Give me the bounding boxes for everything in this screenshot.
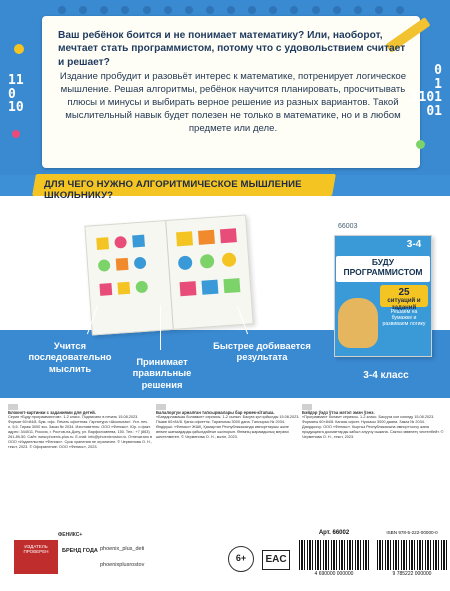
shape-circle xyxy=(114,236,127,249)
shape-square xyxy=(201,280,218,295)
phoenix-logo: ФЕНИКС+ xyxy=(58,532,83,538)
shape-square xyxy=(198,230,215,245)
binding-hole xyxy=(396,6,404,14)
binding-hole xyxy=(143,6,151,14)
binary-digit: 1101 xyxy=(410,90,442,106)
exercise-label: ситуаций и заданий xyxy=(387,298,421,311)
legal-header: Бэйдэр ўэдз ўтэа мэтэл эмэн ўэнэ. xyxy=(302,410,375,415)
age-rating-badge: 6+ xyxy=(228,546,254,572)
eac-mark: EAC xyxy=(262,550,290,570)
legal-column-kz xyxy=(156,404,300,440)
shape-circle xyxy=(178,255,193,270)
cover-title xyxy=(336,256,430,282)
shape-square xyxy=(117,282,130,295)
binding-hole xyxy=(375,6,383,14)
shape-square xyxy=(99,283,112,296)
legal-text: «Программист болам» сериясы. 1-2 класс. Басууга кол коюлду 15.08.2023. Форматы 60×84/8. Кагазы офсет. Нускасы 3000 даана. Заказ № 2034. Даярдоочу: ООО «Феникс». Кыргыз Республикасына импорттоочу жана продукцияга дооматтарды кабыл алуучу ишкана. Сактоо мөөнөтү чектелбейт. © Черменова О. Н., текст, 2023. xyxy=(302,415,444,439)
caption-decide: Принимает правильные решения xyxy=(132,356,192,390)
binding-hole xyxy=(58,6,66,14)
binary-digit: 11 xyxy=(8,73,24,88)
binding-hole xyxy=(354,6,362,14)
intro-description: Издание пробудит и разовьёт интерес к математике, потренирует логическое мышление. Решая алгоритмы, ребёнок научится планировать, просчитывать плюсы и минусы и выбирать верное решение из разных вариантов. Такой мыслительный навык будет полезен не только в математике, но и в любом предмете или деле. xyxy=(59,71,407,134)
binary-decoration-right xyxy=(406,64,442,119)
shape-circle xyxy=(200,254,215,269)
shape-square xyxy=(223,278,240,293)
binary-decoration-left xyxy=(8,74,24,115)
barcode-isbn xyxy=(374,530,450,580)
shape-square xyxy=(220,228,237,243)
binding-hole xyxy=(185,6,193,14)
caption-fast: Быстрее добивается результата xyxy=(213,340,311,363)
cover-title-line2: ПРОГРАММИСТОМ xyxy=(343,266,423,277)
binding-hole xyxy=(312,6,320,14)
grade-label: 3-4 класс xyxy=(363,370,409,381)
binding-hole xyxy=(164,6,172,14)
binary-digit: 10 xyxy=(8,100,24,116)
binding-hole xyxy=(333,6,341,14)
cat-illustration xyxy=(338,298,378,348)
shape-circle xyxy=(222,252,237,267)
shape-square xyxy=(96,237,109,250)
intro-question: Ваш ребёнок боится и не понимает математику? Или, наоборот, мечтает стать программистом, потому что с удовольствием считает и решает? xyxy=(58,30,406,68)
legal-header: Балалоргуи арналған тапсырмалары бар ермек-кітапша. xyxy=(156,410,275,415)
open-book-image xyxy=(84,214,253,335)
social-handle[interactable]: phoenix_plus_deti xyxy=(100,546,145,552)
legal-column-kg xyxy=(302,404,446,440)
arrow-line xyxy=(160,305,161,350)
shape-square xyxy=(116,258,129,271)
cover-subtitle: Решаем на бумажке и развиваем логику xyxy=(382,309,426,327)
binding-hole xyxy=(206,6,214,14)
book-spine xyxy=(165,221,174,329)
exercise-count: 25 xyxy=(398,287,410,298)
binary-digit: 0 xyxy=(434,63,442,78)
binary-digit: 01 xyxy=(426,103,442,119)
legal-header: Блокнот-картинки с заданиями для детей. xyxy=(8,410,96,415)
decor-dot xyxy=(416,140,425,149)
publisher-badge: ИЗДАТЕЛЬ ПРОВЕРЕН xyxy=(14,540,58,574)
exercise-badge xyxy=(380,285,428,311)
binding-hole xyxy=(227,6,235,14)
barcode-bars xyxy=(377,540,447,570)
barcode-bars xyxy=(299,540,369,570)
barcode-product xyxy=(296,530,372,580)
shape-square xyxy=(180,281,197,296)
shape-circle xyxy=(98,259,111,272)
cover-age: 3-4 xyxy=(406,239,422,250)
isbn-label: ISBN 978-5-222-00000-0 xyxy=(386,530,438,535)
decor-dot xyxy=(14,44,24,54)
article-number: 66003 xyxy=(338,223,358,230)
shape-circle xyxy=(134,257,147,270)
binding-holes xyxy=(42,0,420,12)
binary-digit: 1 xyxy=(434,76,442,92)
shape-square xyxy=(132,235,145,248)
barcode-number: 9 785222 000000 xyxy=(392,571,432,577)
section-heading: ДЛЯ ЧЕГО НУЖНО АЛГОРИТМИЧЕСКОЕ МЫШЛЕНИЕ ШКОЛЬНИКУ? xyxy=(44,179,302,201)
barcode-number: 4 690000 000000 xyxy=(314,571,354,577)
article-label: Арт. 66002 xyxy=(318,530,350,536)
caption-learn: Учится последовательно мыслить xyxy=(28,340,112,374)
legal-text: «Бағдарламашы боламын» сериясы. 1-2 сынып. Басуға қол қойылды 15.08.2023. Пішімі 60×84/8. Қағаз офсеттік. Таралымы 3000 дана. Тапсырыс № 2034. Өндіруші: «Феникс» ЖШҚ. Қазақстан Республикасында импорттаушы және өнімге шағымдарды қабылдайтын кәсіпорын. Өнімнің жарамдылық мерзімі шектелмеген. © Черменова О. Н., мәтін, 2023. xyxy=(156,415,300,439)
decor-dot xyxy=(12,130,20,138)
shape-square xyxy=(176,231,193,246)
cover-title-line1: БУДУ xyxy=(371,257,395,267)
brand-of-year: БРЕНД ГОДА xyxy=(62,548,98,554)
legal-column-ru xyxy=(8,404,152,449)
binary-digit: 0 xyxy=(8,86,16,102)
shape-circle xyxy=(135,281,148,294)
legal-text: Серия «Буду программистом». 1-2 класс. Подписано в печать 15.08.2023. Формат 60×84/8. Бум. офс. Печать офсетная. Гарнитура «Школьная». Усл. печ. л. 5,6. Тираж 3000 экз. Заказ № 2034. Изготовитель: ООО «Феникс». Юр. и факт. адрес: 344011, Россия, г. Ростов-на-Дону, ул. Варфоломеева, 150. Тел.: +7 (863) 261-89-50. Сайт: www.phoenix-plus.ru. E-mail: info@phoenixrostov.ru. Отпечатано в ООО «Издательство «Феникс». Срок хранения не ограничен. © Черменова О. Н., текст, 2023. © Оформление: ООО «Феникс», 2023. xyxy=(8,415,152,449)
social-handle[interactable]: phoenixplusrostov xyxy=(100,562,145,568)
